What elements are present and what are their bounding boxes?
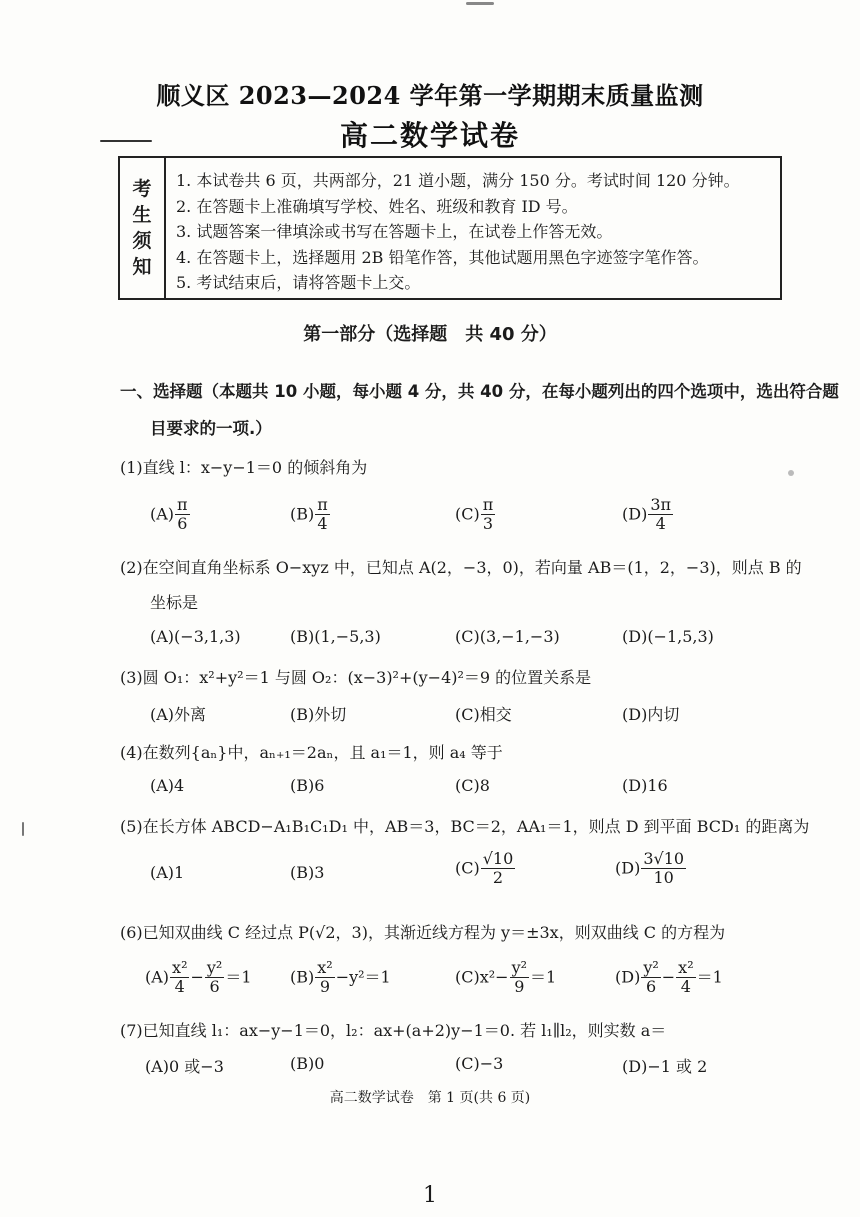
scan-speck <box>466 2 494 5</box>
notice-item: 5. 考试结束后，请将答题卡上交。 <box>176 273 421 292</box>
question-7-option-c: (C)−3 <box>455 1054 504 1073</box>
notice-side-char: 考 <box>132 178 152 200</box>
section-instructions-line2: 目要求的一项.） <box>150 419 272 438</box>
question-4-option-d: (D)16 <box>622 776 668 795</box>
question-2-option-d: (D)(−1,5,3) <box>622 627 714 646</box>
notice-item: 2. 在答题卡上准确填写学校、姓名、班级和教育 ID 号。 <box>176 196 578 216</box>
notice-items <box>176 168 740 296</box>
page-number: 1 <box>423 1183 437 1208</box>
question-1-option-a: (A) $\frac{\pi}{6}$ <box>150 495 188 534</box>
question-4-stem: (4)在数列{aₙ}中，aₙ₊₁＝2aₙ，且 a₁＝1，则 a₄ 等于 <box>120 743 503 762</box>
question-2-option-c: (C)(3,−1,−3) <box>455 627 560 646</box>
scan-speck <box>788 470 794 476</box>
question-1-option-c: (C) $\frac{\pi}{3}$ <box>455 495 494 534</box>
question-2-stem-line2: 坐标是 <box>150 593 199 612</box>
scan-speck <box>22 822 24 836</box>
question-6-option-b: (B) $\frac{\text{x²}}{9}$ −y²＝1 <box>290 958 391 997</box>
section-instructions-line1: 一、选择题（本题共 10 小题，每小题 4 分，共 40 分，在每小题列出的四个选项中，选出符合题 <box>120 382 839 401</box>
question-4-option-b: (B)6 <box>290 776 325 795</box>
question-6-stem: (6)已知双曲线 C 经过点 P(√2，3)，其渐近线方程为 y＝±3x，则双曲线 C 的方程为 <box>120 923 726 942</box>
notice-side-label <box>120 158 166 298</box>
question-5-option-c: (C) $\frac{√10}{2}$ <box>455 849 514 888</box>
question-1-option-b: (B) $\frac{\pi}{4}$ <box>290 495 328 534</box>
question-1-stem: (1)直线 l：x−y−1＝0 的倾斜角为 <box>120 458 368 477</box>
page-footer: 高二数学试卷 第 1 页(共 6 页) <box>329 1090 531 1106</box>
question-7-option-b: (B)0 <box>290 1054 325 1073</box>
question-6-option-a: (A) $\frac{\text{x²}}{4}$ − $\frac{\text{y²}}{6}$ ＝1 <box>145 958 252 997</box>
question-2-stem-line1: (2)在空间直角坐标系 O−xyz 中，已知点 A(2，−3，0)，若向量 AB＝(1，2，−3)，则点 B 的 <box>120 558 802 577</box>
question-3-option-a: (A)外离 <box>150 705 207 724</box>
question-5-option-d: (D) $\frac{3√10}{10}$ <box>615 849 685 888</box>
question-7-option-d: (D)−1 或 2 <box>622 1057 708 1076</box>
question-4-option-a: (A)4 <box>150 776 185 795</box>
question-5-option-a: (A)1 <box>150 863 185 882</box>
notice-item: 3. 试题答案一律填涂或书写在答题卡上，在试卷上作答无效。 <box>176 222 613 241</box>
question-6-option-c: (C)x²− $\frac{\text{y²}}{9}$ ＝1 <box>455 958 557 997</box>
question-3-option-c: (C)相交 <box>455 705 512 724</box>
notice-side-char: 生 <box>132 204 152 226</box>
paper-title: 高二数学试卷 <box>339 119 520 152</box>
question-5-stem: (5)在长方体 ABCD−A₁B₁C₁D₁ 中，AB＝3，BC＝2，AA₁＝1，则点 D 到平面 BCD₁ 的距离为 <box>120 817 810 836</box>
question-2-option-b: (B)(1,−5,3) <box>290 627 381 646</box>
notice-side-char: 知 <box>132 256 152 278</box>
question-3-stem: (3)圆 O₁：x²+y²＝1 与圆 O₂：(x−3)²+(y−4)²＝9 的位置关系是 <box>120 668 592 687</box>
notice-item: 1. 本试卷共 6 页，共两部分，21 道小题，满分 150 分。考试时间 120 分钟。 <box>176 171 740 190</box>
candidate-notice-box <box>118 156 782 300</box>
question-3-option-d: (D)内切 <box>622 705 680 724</box>
question-6-option-d: (D) $\frac{\text{y²}}{6}$ − $\frac{\text{x²}}{4}$ ＝1 <box>615 958 723 997</box>
question-4-option-c: (C)8 <box>455 776 490 795</box>
question-1-option-d: (D) $\frac{3\pi}{4}$ <box>622 495 672 534</box>
question-7-stem: (7)已知直线 l₁：ax−y−1＝0，l₂：ax+(a+2)y−1＝0. 若 l₁∥l₂，则实数 a＝ <box>120 1021 667 1040</box>
question-2-option-a: (A)(−3,1,3) <box>150 627 241 646</box>
notice-item: 4. 在答题卡上，选择题用 2B 铅笔作答，其他试题用黑色字迹签字笔作答。 <box>176 247 709 267</box>
question-5-option-b: (B)3 <box>290 863 325 882</box>
question-7-option-a: (A)0 或−3 <box>145 1057 224 1076</box>
part-one-title: 第一部分（选择题 共 40 分） <box>303 324 557 345</box>
exam-title: 顺义区 2023—2024 学年第一学期期末质量监测 <box>156 81 704 110</box>
notice-side-char: 须 <box>132 230 152 252</box>
question-3-option-b: (B)外切 <box>290 705 347 724</box>
